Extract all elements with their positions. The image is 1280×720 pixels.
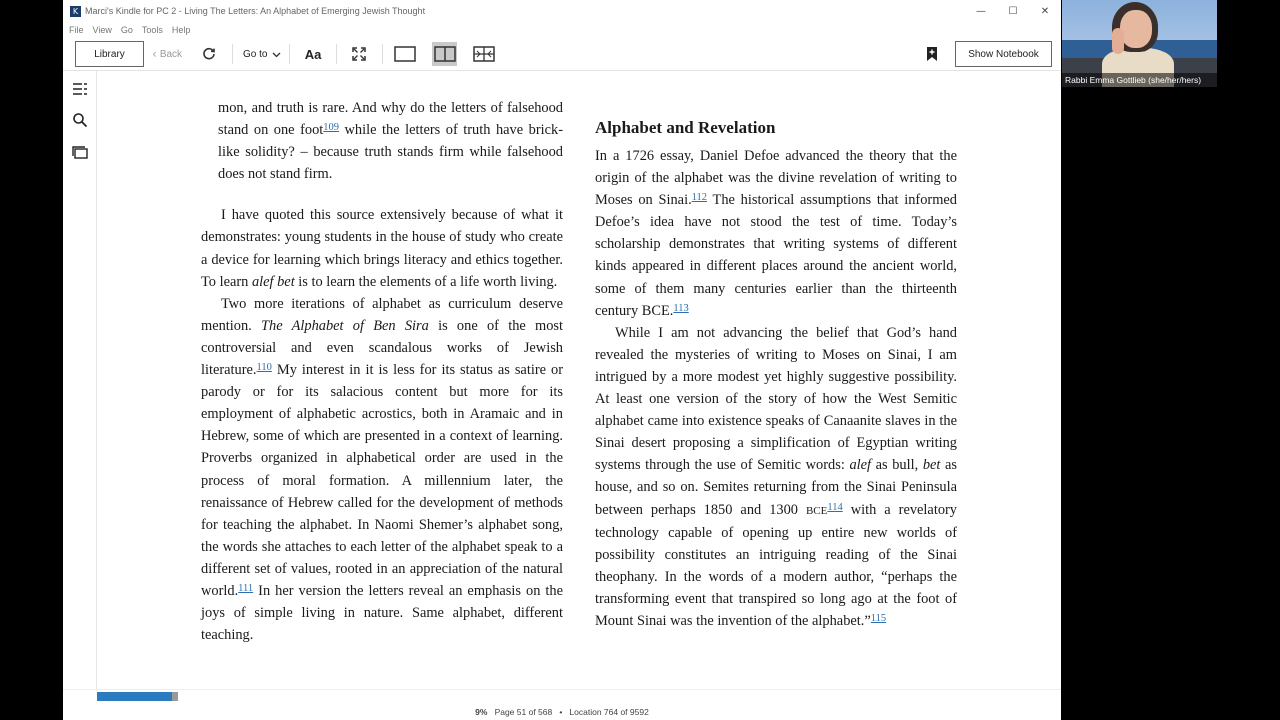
page-flip-icon [473, 46, 495, 62]
footnote-112[interactable]: 112 [691, 192, 708, 204]
toolbar-separator [382, 44, 383, 64]
participant-video [1062, 0, 1217, 87]
single-column-icon [394, 46, 416, 62]
footnote-113[interactable]: 113 [673, 302, 689, 314]
paragraph: Two more iterations of alphabet as curriculum deserve mention. The Alphabet of Ben Sira is one of the most controversial and even scandalous works of Jewish literature.$^{110}$ My interest in it is less for its status as satire or parody or for its salacious content but more for its employment of alphabetic acrostics, both in Aramaic and in Hebrew, some of which are presented in a context of learning. Proverbs organized in alphabetical order are used in the process of moral formation. A millennium later, the renaissance of Hebrew called for the development of methods for teaching the alphabet. In Naomi Shemer’s alphabet song, the words she attaches to each letter of the alphabet speak to a different set of values, rooted in an appreciation of the natural world.$^{111}$ In her version the letters reveal an emphasis on the joys of simple living in nature. Same alphabet, different teaching. [201, 295, 564, 644]
two-column-icon [434, 46, 456, 62]
goto-menu-button[interactable] [243, 41, 281, 67]
back-button[interactable] [152, 41, 182, 67]
menu-go[interactable]: Go [120, 25, 133, 35]
title-bar [63, 0, 1061, 22]
paragraph: In a 1726 essay, Daniel Defoe advanced the theory that the origin of the alphabet was the divine revelation of writing to Moses on Sinai.$^{112}$ The historical assumptions that informed Defoe’s idea have not stood the test of time. Today’s scholarship demonstrates that writing systems of different kinds appeared in different places around the ancient world, some of them many centuries earlier than the thirteenth century BCE.$^{113}$ [595, 148, 957, 319]
location-number: Location 764 of 9592 [569, 707, 649, 717]
two-column-button[interactable] [432, 42, 457, 66]
reading-progress-bar[interactable] [97, 692, 1061, 701]
goto-label: Go to [243, 48, 268, 60]
footnote-109[interactable]: 109 [323, 122, 340, 134]
paragraph: While I am not advancing the belief that God’s hand revealed the mysteries of writing to Moses on Sinai, I am intrigued by a more modest yet highly suggestive possibility. At least one version of the story of how the West Semitic alphabet came into existence speaks of Canaanite slaves in the Sinai desert proposing a simplification of Egyptian writing systems through the use of Semitic words: alef as bull, bet as house, and so on. Semites returning from the Sinai Peninsula between perhaps 1850 and 1300 BCE$^{114}$ with a revelatory technology capable of opening up entire new worlds of possibility constitutes an intriguing reading of the Sinai theophany. In the words of a modern author, “perhaps the transforming event that transpired so long ago at the foot of Mount Sinai was the invention of the alphabet.”$^{115}$ [595, 324, 958, 629]
footnote-115[interactable]: 115 [870, 612, 887, 624]
chevron-left-icon: ‹ [152, 47, 157, 61]
sync-icon [202, 47, 216, 61]
book-page [97, 71, 1061, 689]
toolbar-separator [336, 44, 337, 64]
kindle-window [63, 0, 1061, 720]
minimize-button[interactable]: — [976, 5, 986, 17]
toolbar-separator [289, 44, 290, 64]
footnote-110[interactable]: 110 [256, 362, 272, 374]
reading-footer [63, 689, 1061, 720]
window-controls [965, 0, 1061, 22]
menu-bar [63, 22, 199, 38]
font-settings-button[interactable]: Aa [304, 46, 322, 62]
block-quote: mon, and truth is rare. And why do the letters of falsehood stand on one foot$^{109}$ while the letters of truth have brick-like solidity? – because truth stands firm while falsehood does not stand firm. [218, 100, 563, 183]
table-of-contents-icon[interactable] [72, 81, 88, 97]
location-info [63, 707, 1061, 717]
right-column [595, 145, 957, 632]
section-heading: Alphabet and Revelation [595, 118, 776, 137]
search-icon[interactable] [72, 112, 88, 128]
chevron-down-icon [272, 50, 281, 59]
progress-fill [97, 692, 172, 701]
footnote-111[interactable]: 111 [238, 582, 254, 594]
single-column-button[interactable] [393, 43, 417, 65]
left-column [201, 97, 563, 646]
menu-view[interactable]: View [92, 25, 112, 35]
paragraph: I have quoted this source extensively because of what it demonstrates: young students in the house of study who create a device for learning which brings literacy and ethics together. To learn alef bet is to learn the elements of a life worth living. [201, 207, 563, 290]
menu-help[interactable]: Help [171, 25, 191, 35]
window-title: Marci's Kindle for PC 2 - Living The Letters: An Alphabet of Emerging Jewish Thought [85, 6, 426, 16]
percent-read: 9% [475, 707, 488, 717]
footnote-114[interactable]: 114 [827, 501, 843, 513]
library-button[interactable]: Library [75, 41, 144, 67]
progress-thumb[interactable] [172, 692, 178, 701]
reader-sidebar [63, 71, 97, 691]
toolbar-separator [232, 44, 233, 64]
maximize-button[interactable]: ☐ [1008, 5, 1018, 17]
show-notebook-button[interactable]: Show Notebook [955, 41, 1052, 67]
menu-file[interactable]: File [69, 25, 84, 35]
page-number: Page 51 of 568 [494, 707, 553, 717]
toolbar [63, 38, 1061, 71]
fullscreen-icon [352, 47, 366, 61]
menu-tools[interactable]: Tools [141, 25, 163, 35]
bookmark-add-button[interactable] [923, 43, 941, 65]
bookmark-add-icon [926, 46, 938, 62]
page-flip-button[interactable] [472, 43, 496, 65]
close-button[interactable]: ✕ [1040, 5, 1050, 17]
sync-button[interactable] [199, 41, 219, 67]
separator-dot: • [559, 707, 563, 717]
back-label: Back [159, 48, 183, 60]
participant-name: Rabbi Emma Gottlieb (she/her/hers) [1062, 73, 1217, 87]
fullscreen-button[interactable] [349, 41, 369, 67]
kindle-app-icon: K [70, 6, 81, 17]
flashcards-icon[interactable] [72, 145, 88, 161]
